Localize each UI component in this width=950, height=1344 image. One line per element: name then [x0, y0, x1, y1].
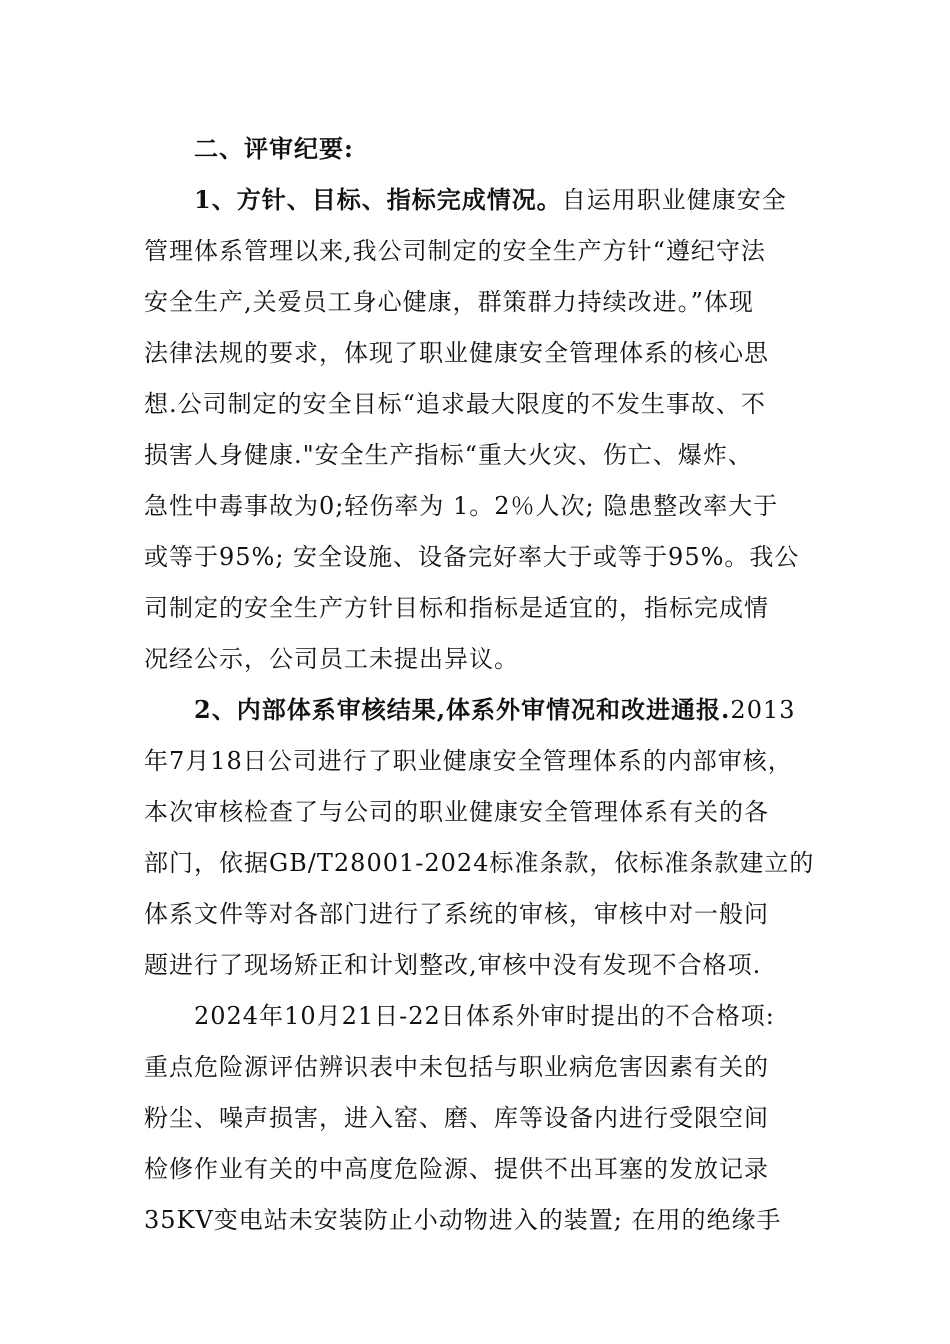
paragraph-1-line-4: 法律法规的要求，体现了职业健康安全管理体系的核心思	[144, 339, 769, 367]
paragraph-1-line-2: 管理体系管理以来,我公司制定的安全生产方针“遵纪守法	[144, 237, 766, 265]
paragraph-2-line-5: 体系文件等对各部门进行了系统的审核，审核中对一般问	[144, 900, 769, 928]
paragraph-1-line-9: 司制定的安全生产方针目标和指标是适宜的，指标完成情	[144, 594, 769, 622]
paragraph-3-line-1: 2024年10月21日-22日体系外审时提出的不合格项:	[194, 1002, 775, 1030]
paragraph-2-line-4: 部门，依据GB/T28001-2024标准条款，依标准条款建立的	[144, 849, 815, 877]
paragraph-2-line-1	[194, 694, 796, 726]
paragraph-1-line-8: 或等于95%; 安全设施、设备完好率大于或等于95%。我公	[144, 543, 800, 571]
paragraph-1-heading: 1、方针、目标、指标完成情况。	[194, 185, 562, 214]
paragraph-3-line-3: 粉尘、噪声损害，进入窑、磨、库等设备内进行受限空间	[144, 1104, 769, 1132]
paragraph-3-line-2: 重点危险源评估辨识表中未包括与职业病危害因素有关的	[144, 1053, 769, 1081]
paragraph-3-line-5: 35KV变电站未安装防止小动物进入的装置; 在用的绝缘手	[144, 1206, 782, 1234]
paragraph-1-line-5: 想.公司制定的安全目标“追求最大限度的不发生事故、不	[144, 390, 766, 418]
paragraph-1-line-10: 况经公示，公司员工未提出异议。	[144, 645, 519, 673]
paragraph-2-line-2: 年7月18日公司进行了职业健康安全管理体系的内部审核，	[144, 747, 793, 775]
paragraph-2-line-6: 题进行了现场矫正和计划整改,审核中没有发现不合格项.	[144, 951, 762, 979]
paragraph-2-line-3: 本次审核检查了与公司的职业健康安全管理体系有关的各	[144, 798, 769, 826]
paragraph-1-line-3: 安全生产,关爱员工身心健康，群策群力持续改进。”体现	[144, 288, 754, 316]
paragraph-1-line-1	[194, 184, 787, 216]
paragraph-1-line-7: 急性中毒事故为0;轻伤率为 1。2％人次; 隐患整改率大于	[144, 492, 779, 520]
paragraph-2-heading: 2、内部体系审核结果,体系外审情况和改进通报.	[194, 695, 731, 724]
paragraph-2-text: 2013	[730, 696, 796, 724]
section-heading: 二、评审纪要:	[194, 134, 354, 163]
paragraph-3-line-4: 检修作业有关的中高度危险源、提供不出耳塞的发放记录	[144, 1155, 769, 1183]
paragraph-1-line-6: 损害人身健康."安全生产指标“重大火灾、伤亡、爆炸、	[144, 441, 753, 469]
paragraph-1-text: 自运用职业健康安全	[561, 186, 787, 214]
